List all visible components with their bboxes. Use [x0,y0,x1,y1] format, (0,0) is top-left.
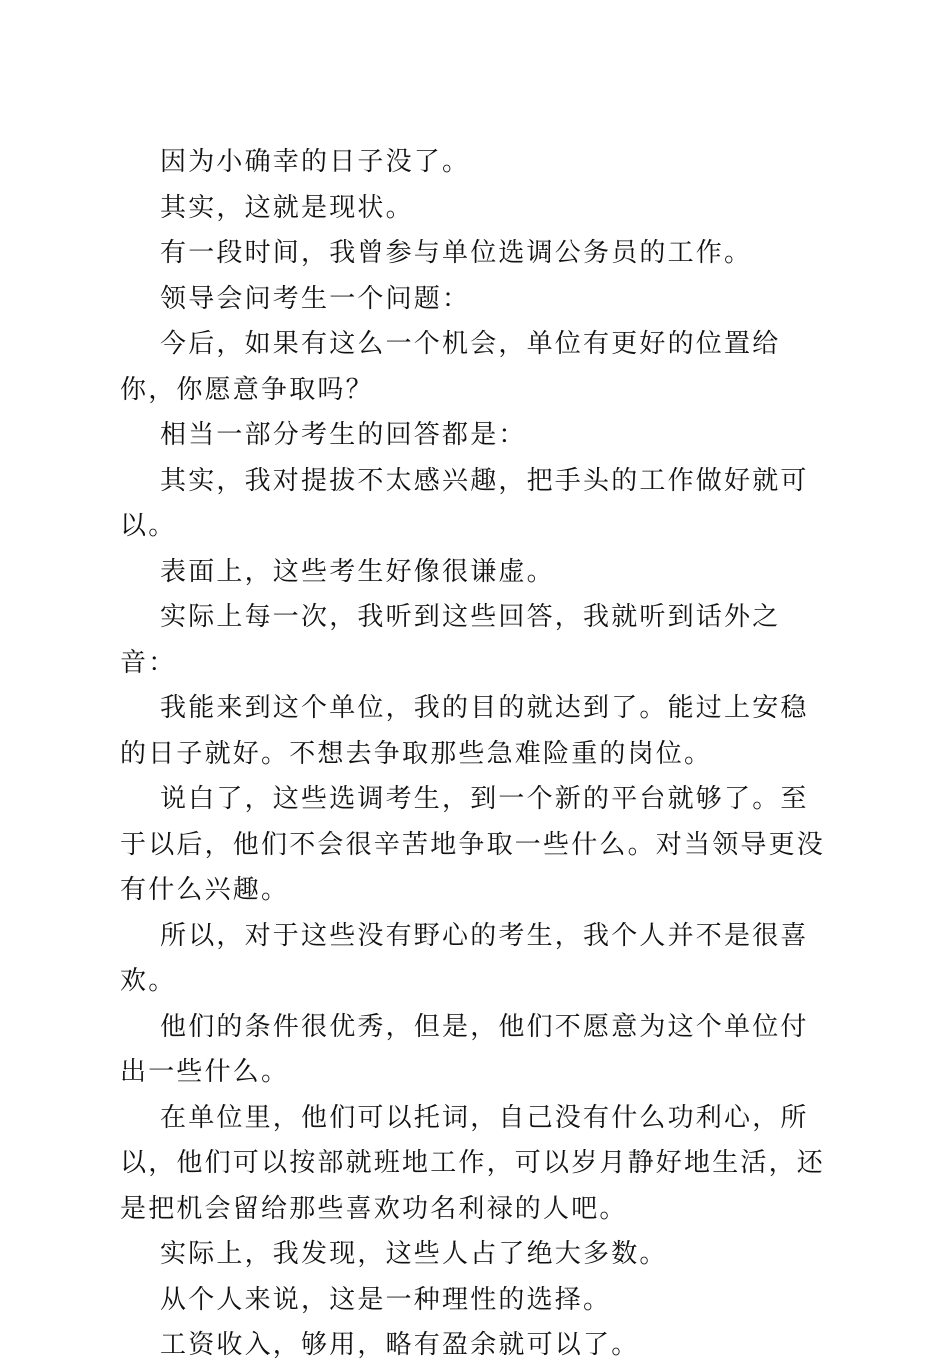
paragraph: 我能来到这个单位，我的目的就达到了。能过上安稳的日子就好。不想去争取那些急难险重的岗位。 [120,693,809,769]
paragraph: 说白了，这些选调考生，到一个新的平台就够了。至于以后，他们不会很辛苦地争取一些什么。对当领导更没有什么兴趣。 [120,784,826,905]
paragraph: 表面上，这些考生好像很谦虚。 [160,556,555,587]
paragraph: 今后，如果有这么一个机会，单位有更好的位置给你，你愿意争取吗？ [120,329,781,405]
paragraph: 领导会问考生一个问题： [160,283,471,314]
paragraph: 有一段时间，我曾参与单位选调公务员的工作。 [160,238,753,268]
paragraph: 其实，这就是现状。 [160,192,414,223]
paragraph: 工资收入，够用，略有盈余就可以了。 [160,1330,640,1360]
paragraph: 实际上每一次，我听到这些回答，我就听到话外之音： [120,602,781,678]
paragraph: 他们的条件很优秀，但是，他们不愿意为这个单位付出一些什么。 [120,1011,809,1087]
paragraph: 因为小确幸的日子没了。 [160,147,471,177]
paragraph: 实际上，我发现，这些人占了绝大多数。 [160,1239,668,1269]
paragraph: 相当一部分考生的回答都是： [160,420,527,450]
paragraph: 其实，我对提拔不太感兴趣，把手头的工作做好就可以。 [120,465,809,541]
paragraph: 从个人来说，这是一种理性的选择。 [160,1284,612,1315]
document-body [120,140,830,1369]
paragraph: 在单位里，他们可以托词，自己没有什么功利心，所以，他们可以按部就班地工作，可以岁月静好地生活，还是把机会留给那些喜欢功名利禄的人吧。 [120,1102,826,1224]
paragraph: 所以，对于这些没有野心的考生，我个人并不是很喜欢。 [120,920,809,996]
